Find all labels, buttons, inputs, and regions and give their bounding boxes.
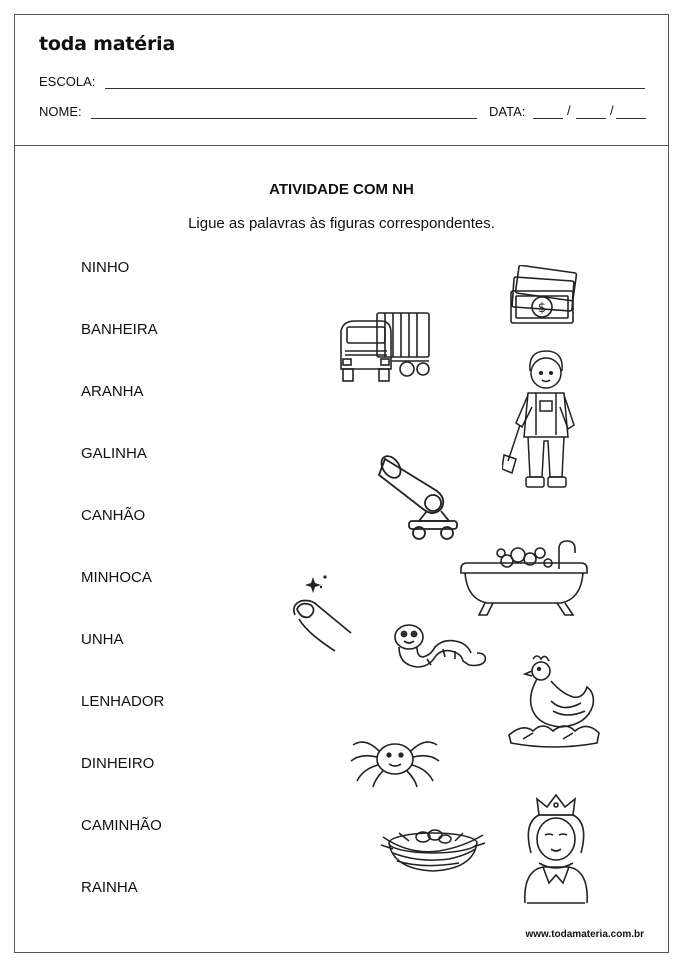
date-year-field[interactable] [616, 118, 646, 119]
name-label: NOME: [39, 104, 82, 119]
money-icon[interactable] [507, 265, 583, 331]
date-separator: / [567, 103, 571, 118]
date-separator: / [610, 103, 614, 118]
nest-icon[interactable] [379, 815, 487, 877]
word-galinha[interactable]: GALINHA [81, 445, 147, 462]
worksheet-frame [14, 14, 669, 953]
svg-text:$: $ [537, 301, 547, 316]
bathtub-icon[interactable] [457, 539, 591, 621]
word-lenhador[interactable]: LENHADOR [81, 693, 165, 710]
school-label: ESCOLA: [39, 74, 96, 89]
date-month-field[interactable] [576, 118, 606, 119]
word-dinheiro[interactable]: DINHEIRO [81, 755, 155, 772]
word-ninho[interactable]: NINHO [81, 259, 130, 276]
fingernail-icon[interactable] [285, 571, 355, 653]
name-field[interactable] [91, 118, 477, 119]
lumberjack-icon[interactable] [502, 345, 590, 493]
word-unha[interactable]: UNHA [81, 631, 124, 648]
word-banheira[interactable]: BANHEIRA [81, 321, 158, 338]
word-minhoca[interactable]: MINHOCA [81, 569, 152, 586]
date-day-field[interactable] [533, 118, 563, 119]
word-caminhao[interactable]: CAMINHÃO [81, 817, 162, 834]
word-rainha[interactable]: RAINHA [81, 879, 138, 896]
header-divider [15, 145, 668, 146]
hen-icon[interactable] [503, 653, 603, 753]
activity-instruction: Ligue as palavras às figuras correspondentes. [188, 215, 495, 232]
spider-icon[interactable] [347, 727, 443, 789]
truck-icon[interactable] [333, 309, 433, 385]
date-label: DATA: [489, 104, 526, 119]
word-canhao[interactable]: CANHÃO [81, 507, 146, 524]
queen-icon[interactable] [509, 793, 603, 905]
cannon-icon[interactable] [375, 449, 459, 541]
brand-logo: toda matéria [39, 33, 176, 55]
activity-title: ATIVIDADE COM NH [269, 181, 414, 198]
worm-icon[interactable] [391, 621, 489, 677]
website-footer: www.todamateria.com.br [525, 929, 644, 940]
school-field[interactable] [105, 88, 645, 89]
word-aranha[interactable]: ARANHA [81, 383, 144, 400]
